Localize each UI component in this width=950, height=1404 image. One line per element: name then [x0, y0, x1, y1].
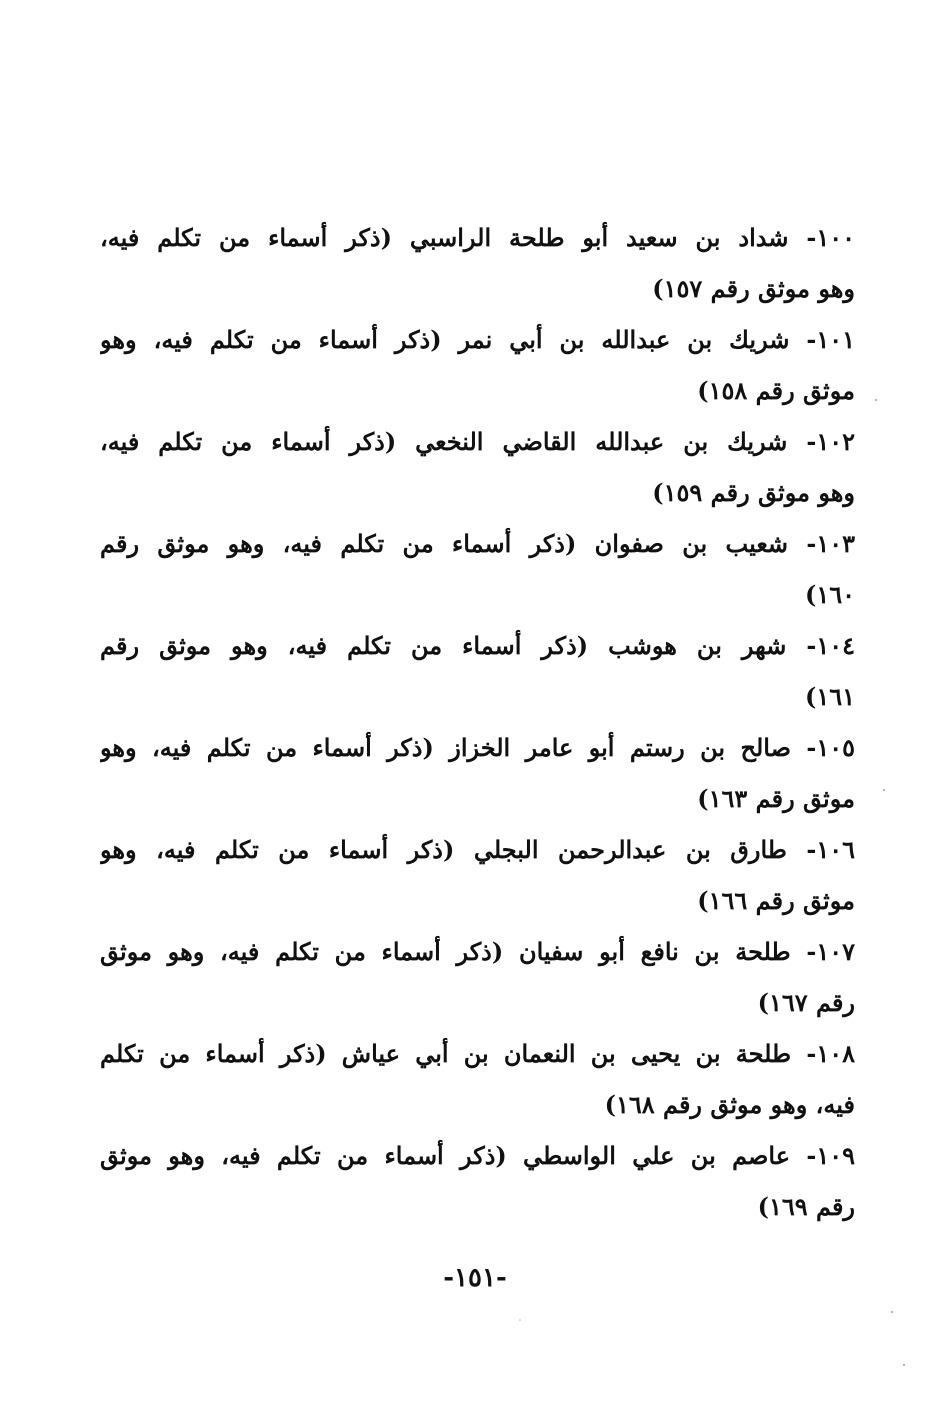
page-number: -١٥١-	[443, 1263, 507, 1293]
list-item	[100, 518, 855, 620]
entry-line-1: ١٠٣- شعيب بن صفوان (ذكر أسماء من تكلم فيه، وهو موثق رقم	[100, 529, 855, 558]
entry-line-2: رقم ١٦٧)	[757, 988, 855, 1017]
entry-line-2: ١٦٠)	[804, 580, 855, 609]
list-item	[100, 1130, 855, 1232]
entry-line-1: ١٠١- شريك بن عبدالله بن أبي نمر (ذكر أسماء من تكلم فيه، وهو	[100, 325, 855, 354]
entry-line-2: وهو موثق رقم ١٥٧)	[652, 274, 855, 303]
scan-speck	[519, 1319, 521, 1321]
scan-speck	[875, 399, 877, 401]
list-item	[100, 824, 855, 926]
list-item	[100, 722, 855, 824]
list-item	[100, 416, 855, 518]
entry-line-1: ١٠٦- طارق بن عبدالرحمن البجلي (ذكر أسماء من تكلم فيه، وهو	[100, 835, 855, 864]
entry-line-1: ١٠٧- طلحة بن نافع أبو سفيان (ذكر أسماء من تكلم فيه، وهو موثق	[100, 937, 855, 966]
scan-speck	[903, 1364, 905, 1366]
list-item	[100, 926, 855, 1028]
list-item	[100, 620, 855, 722]
entry-line-1: ١٠٢- شريك بن عبدالله القاضي النخعي (ذكر أسماء من تكلم فيه،	[100, 427, 855, 456]
entry-line-2: موثق رقم ١٦٣)	[697, 784, 855, 813]
list-item	[100, 1028, 855, 1130]
scan-speck	[883, 789, 885, 791]
entry-line-1: ١٠٠- شداد بن سعيد أبو طلحة الراسبي (ذكر أسماء من تكلم فيه،	[100, 223, 855, 252]
entry-line-2: ١٦١)	[804, 682, 855, 711]
entry-list	[100, 212, 855, 1232]
entry-line-2: وهو موثق رقم ١٥٩)	[652, 478, 855, 507]
entry-line-2: فيه، وهو موثق رقم ١٦٨)	[604, 1090, 855, 1119]
entry-line-1: ١٠٤- شهر بن هوشب (ذكر أسماء من تكلم فيه، وهو موثق رقم	[100, 631, 855, 660]
entry-line-2: موثق رقم ١٦٦)	[697, 886, 855, 915]
entry-line-2: رقم ١٦٩)	[757, 1192, 855, 1221]
list-item	[100, 314, 855, 416]
entry-line-1: ١٠٥- صالح بن رستم أبو عامر الخزاز (ذكر أسماء من تكلم فيه، وهو	[100, 733, 855, 762]
entry-line-2: موثق رقم ١٥٨)	[697, 376, 855, 405]
entry-line-1: ١٠٨- طلحة بن يحيى بن النعمان بن أبي عياش (ذكر أسماء من تكلم	[100, 1039, 855, 1068]
list-item	[100, 212, 855, 314]
entry-line-1: ١٠٩- عاصم بن علي الواسطي (ذكر أسماء من تكلم فيه، وهو موثق	[100, 1141, 855, 1170]
scan-speck	[891, 1311, 893, 1313]
